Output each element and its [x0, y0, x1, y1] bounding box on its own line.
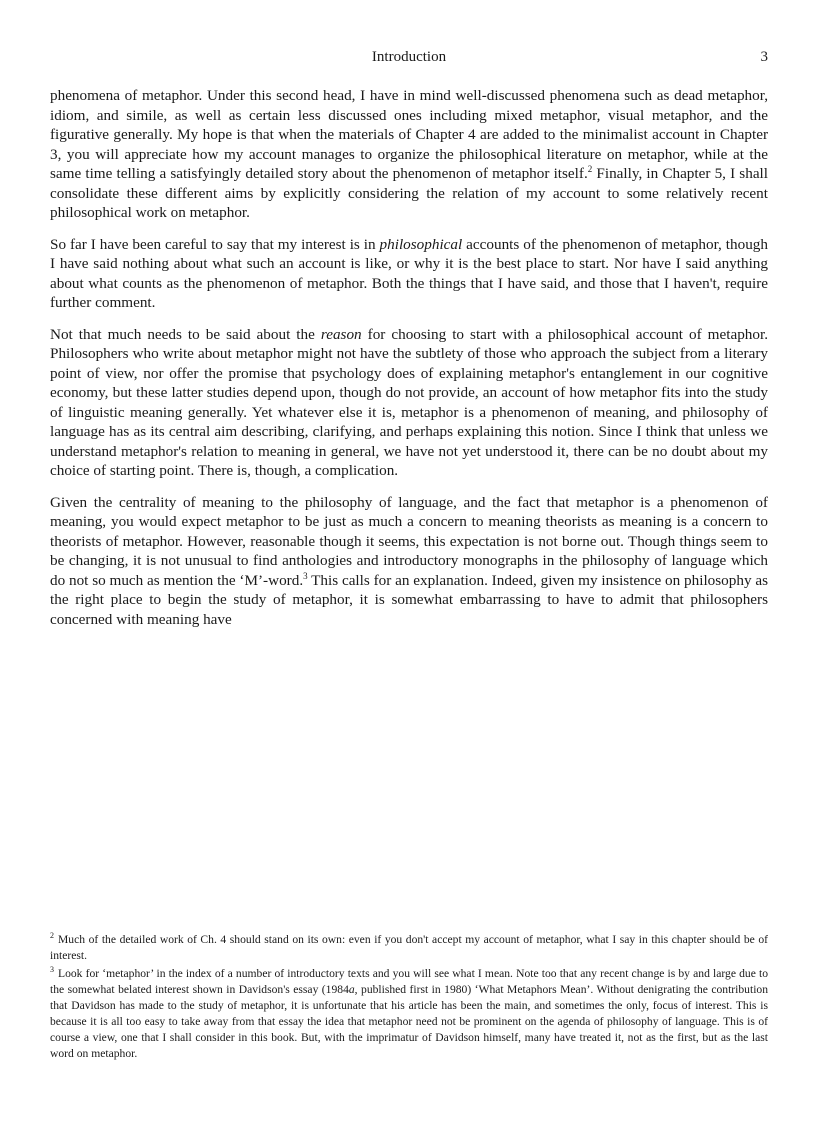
page-number: 3	[760, 49, 768, 65]
text-run: Given the centrality of meaning to the philosophy of language, and the fact that metaphor is a phenomenon of meaning, you would expect metaphor to be just as much a concern to meaning theorists as meaning is a concern to theorists of metaphor. However, reasonable though it seems, this expectation is not borne out. Though things seem to be changing, it is not unusual to find anthologies and introductory monographs in the philosophy of language which do not so much as mention the ‘M’-word.	[50, 493, 768, 589]
body-text	[50, 86, 768, 641]
text-run: accounts of the phenomenon of metaphor, though I have said nothing about what such an account is like, or why it is the best place to start. Nor have I said anything about what counts as the phenomenon of metaphor. Both the things that I have said, and those that I haven't, require further comment.	[50, 235, 768, 311]
text-run: for choosing to start with a philosophical account of metaphor. Philosophers who write about metaphor might not have the subtlety of those who approach the subject from a literary point of view, nor offer the promise that psychology does of explaining metaphor's entanglement in our cognitive economy, but these latter studies depend upon, though do not provide, an account of how metaphor fits into the study of linguistic meaning generally. Yet whatever else it is, metaphor is a phenomenon of meaning, and philosophy of language has as its central aim describing, clarifying, and perhaps explaining this notion. Since I think that unless we understand metaphor's relation to meaning in general, we have not yet understood it, there can be no doubt about my choice of starting point. There is, though, a complication.	[50, 325, 768, 479]
running-head: Introduction	[371, 49, 447, 65]
text-run: , published first in 1980) ‘What Metaphors Mean’. Without denigrating the contribution that Davidson has made to the study of metaphor, it is unfortunate that his article has been the main, and sometimes the only, focus of interest. This is because it is all too easy to take away from that essay the idea that metaphor need not be prominent on the agenda of philosophy of language. This is of course a view, one that I shall consider in this book. But, with the imprimatur of Davidson himself, many have treated it, not as the first, but as the last word on metaphor.	[50, 983, 769, 1060]
footnote	[50, 966, 768, 1062]
text-run: Not that much needs to be said about the	[50, 325, 321, 343]
text-run: So far I have been careful to say that my interest is in	[50, 235, 380, 253]
page-header	[50, 49, 768, 69]
paragraph	[50, 325, 768, 481]
paragraph	[50, 235, 768, 313]
footnote-ref: 2	[587, 163, 593, 174]
footnotes	[50, 932, 768, 1064]
italic-text: a	[348, 983, 355, 996]
text-run: phenomena of metaphor. Under this second head, I have in mind well-discussed phenomena such as dead metaphor, idiom, and simile, as well as certain less discussed ones including mixed metaphor, visual metaphor, and the figurative generally. My hope is that when the materials of Chapter 4 are added to the minimalist account in Chapter 3, you will appreciate how my account manages to organize the philosophical literature on metaphor, while at the same time telling a satisfyingly detailed story about the phenomenon of metaphor itself.	[50, 87, 768, 182]
text-run: Much of the detailed work of Ch. 4 should stand on its own: even if you don't accept my account of metaphor, what I say in this chapter should be of interest.	[50, 933, 768, 962]
footnote-number: 2	[50, 931, 54, 941]
italic-text: reason	[320, 325, 362, 343]
italic-text: philosophical	[379, 235, 463, 253]
footnote-ref: 3	[303, 570, 308, 581]
footnote	[50, 932, 768, 964]
footnote-number: 3	[50, 965, 54, 975]
paragraph	[50, 86, 768, 223]
text-run: Look for ‘metaphor’ in the index of a number of introductory texts and you will see what I mean. Note too that any recent change is by and large due to the somewhat belated interest shown in Davidson's essay (1984	[50, 967, 768, 996]
text-run: This calls for an explanation. Indeed, given my insistence on philosophy as the right place to begin the study of metaphor, it is somewhat embarrassing to have to admit that philosophers concerned with meaning have	[50, 571, 768, 628]
paragraph	[50, 493, 768, 630]
text-run: Finally, in Chapter 5, I shall consolidate these different aims by explicitly considering the relation of my account to some relatively recent philosophical work on metaphor.	[50, 165, 768, 221]
